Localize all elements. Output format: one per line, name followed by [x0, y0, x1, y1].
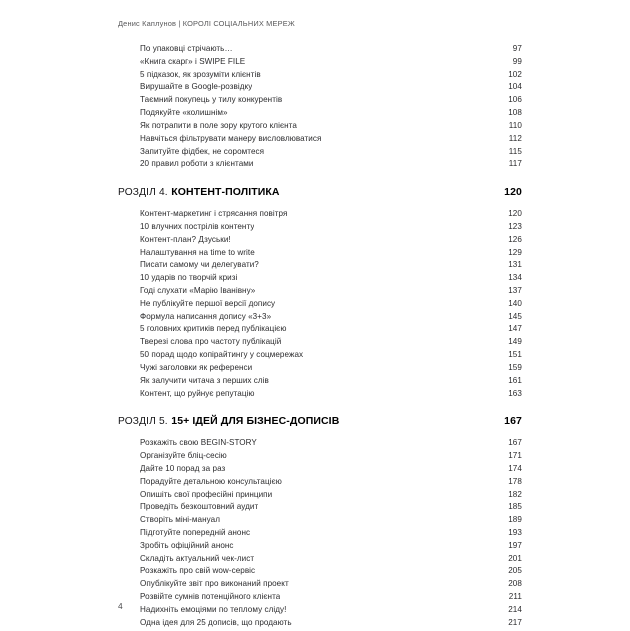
toc-entry[interactable] — [118, 222, 522, 235]
toc-entry-page-number: 106 — [508, 95, 522, 105]
toc-entry-page-number: 145 — [508, 311, 522, 321]
toc-entry[interactable] — [118, 235, 522, 248]
toc-entry[interactable] — [118, 389, 522, 402]
toc-entry[interactable] — [118, 95, 522, 108]
toc-entry-title: Як потрапити в поле зору крутого клієнта — [140, 120, 297, 130]
page-folio: 4 — [118, 601, 123, 611]
toc-entry-title: Розвійте сумнів потенційного клієнта — [140, 592, 281, 602]
toc-entry-title: Розкажіть про свій wow-сервіс — [140, 566, 256, 576]
toc-entry[interactable] — [118, 350, 522, 363]
toc-section-title: 15+ ІДЕЙ ДЛЯ БІЗНЕС-ДОПИСІВ — [171, 415, 340, 428]
toc-entry-page-number: 208 — [508, 579, 522, 589]
toc-entry-page-number: 151 — [508, 350, 522, 360]
toc-entry[interactable] — [118, 286, 522, 299]
toc-entry-title: Надихніть емоціями по теплому сліду! — [140, 604, 287, 614]
toc-entry-page-number: 99 — [512, 56, 522, 66]
toc-entry[interactable] — [118, 260, 522, 273]
toc-entry-page-number: 171 — [508, 451, 522, 461]
toc-entry-title: Порадуйте детальною консультацією — [140, 476, 282, 486]
toc-entry-page-number: 214 — [508, 604, 522, 614]
toc-entry-title: Опублікуйте звіт про виконаний проект — [140, 579, 289, 589]
toc-entry[interactable] — [118, 108, 522, 121]
toc-entry[interactable] — [118, 57, 522, 70]
toc-entry-title: Чужі заголовки як референси — [140, 362, 253, 372]
toc-entry[interactable] — [118, 554, 522, 567]
toc-entry-title: Зробіть офіційний анонс — [140, 540, 234, 550]
toc-entry-title: 20 правил роботи з клієнтами — [140, 159, 254, 169]
toc-entry-page-number: 117 — [508, 159, 522, 169]
toc-entry[interactable] — [118, 70, 522, 83]
toc-entry[interactable] — [118, 82, 522, 95]
toc-entry-page-number: 211 — [508, 592, 522, 602]
toc-entry-title: Розкажіть свою BEGIN-STORY — [140, 438, 257, 448]
toc-entry[interactable] — [118, 44, 522, 57]
toc-entry-title: Організуйте бліц-сесію — [140, 451, 227, 461]
toc-entry-title: Таємний покупець у тилу конкурентів — [140, 95, 283, 105]
toc-entry-page-number: 167 — [508, 438, 522, 448]
toc-entry-page-number: 174 — [508, 463, 522, 473]
toc-entry-page-number: 120 — [508, 209, 522, 219]
toc-entry[interactable] — [118, 605, 522, 618]
toc-section-header[interactable] — [118, 186, 522, 206]
toc-entry[interactable] — [118, 579, 522, 592]
toc-entry[interactable] — [118, 528, 522, 541]
toc-entry[interactable] — [118, 134, 522, 147]
toc-entry-page-number: 110 — [508, 120, 522, 130]
toc-entry-title: 10 ударів по творчій кризі — [140, 273, 238, 283]
toc-entry-title: Складіть актуальний чек-лист — [140, 553, 255, 563]
toc-entry[interactable] — [118, 248, 522, 261]
toc-entry[interactable] — [118, 515, 522, 528]
toc-entry-title: Формула написання допису «3+3» — [140, 311, 272, 321]
toc-entry-title: Опишіть свої професійні принципи — [140, 489, 273, 499]
toc-entry-title: «Книга скарг» і SWIPE FILE — [140, 56, 246, 66]
toc-entry-page-number: 131 — [508, 260, 522, 270]
toc-entry-title: Налаштування на time to write — [140, 247, 255, 257]
toc-entry-page-number: 185 — [508, 502, 522, 512]
toc-entry[interactable] — [118, 121, 522, 134]
toc-entry-title: Створіть міні-мануал — [140, 515, 220, 525]
toc-section-label: РОЗДІЛ 5. — [118, 416, 168, 428]
toc-entry-page-number: 163 — [508, 388, 522, 398]
toc-entry-page-number: 123 — [508, 221, 522, 231]
toc-entry[interactable] — [118, 209, 522, 222]
toc-entry-page-number: 147 — [508, 324, 522, 334]
toc-entry-title: Одна ідея для 25 дописів, що продають — [140, 617, 292, 627]
toc-entry-page-number: 112 — [508, 133, 522, 143]
toc-entry[interactable] — [118, 337, 522, 350]
toc-entry-page-number: 159 — [508, 362, 522, 372]
toc-entry-title: Дайте 10 порад за раз — [140, 463, 226, 473]
toc-entry-title: Тверезі слова про частоту публікацій — [140, 337, 282, 347]
running-head: Денис Каплунов | КОРОЛІ СОЦІАЛЬНИХ МЕРЕЖ — [118, 19, 295, 28]
toc-entry-title: Навчіться фільтрувати манеру висловлюватися — [140, 133, 322, 143]
toc-entry-page-number: 129 — [508, 247, 522, 257]
toc-entry[interactable] — [118, 502, 522, 515]
table-of-contents — [118, 44, 522, 631]
toc-entry[interactable] — [118, 477, 522, 490]
toc-entry-title: Писати самому чи делегувати? — [140, 260, 259, 270]
toc-entry-page-number: 149 — [508, 337, 522, 347]
toc-entry[interactable] — [118, 451, 522, 464]
toc-section-page-number: 167 — [504, 415, 522, 428]
toc-entry-page-number: 205 — [508, 566, 522, 576]
toc-entry-title: Вирушайте в Google-розвідку — [140, 82, 253, 92]
toc-entry[interactable] — [118, 438, 522, 451]
toc-entry[interactable] — [118, 541, 522, 554]
toc-entry-title: 50 порад щодо копірайтингу у соцмережах — [140, 350, 304, 360]
toc-section-page-number: 120 — [504, 186, 522, 199]
toc-entry-title: Підготуйте попередній анонс — [140, 528, 251, 537]
toc-entry[interactable] — [118, 324, 522, 337]
toc-entry-page-number: 189 — [508, 515, 522, 525]
toc-entry[interactable] — [118, 618, 522, 631]
toc-entry-page-number: 201 — [508, 553, 522, 563]
toc-entry-page-number: 193 — [508, 528, 522, 537]
toc-entry[interactable] — [118, 159, 522, 172]
toc-entry[interactable] — [118, 464, 522, 477]
toc-section-label: РОЗДІЛ 4. — [118, 187, 168, 199]
toc-entry-title: 10 влучних пострілів контенту — [140, 221, 255, 231]
toc-entry-page-number: 182 — [508, 489, 522, 499]
toc-entry-title: Подякуйте «колишнім» — [140, 108, 228, 118]
toc-entry-title: Годі слухати «Марію Іванівну» — [140, 286, 256, 295]
toc-entry[interactable] — [118, 273, 522, 286]
toc-entry-page-number: 97 — [512, 44, 522, 53]
toc-entry-page-number: 140 — [508, 298, 522, 308]
toc-entry-page-number: 178 — [508, 476, 522, 486]
toc-entry[interactable] — [118, 147, 522, 160]
toc-entry-title: По упаковці стрічають… — [140, 44, 233, 53]
toc-entry-title: Як залучити читача з перших слів — [140, 375, 269, 385]
toc-entry-page-number: 126 — [508, 234, 522, 244]
toc-entry-page-number: 197 — [508, 540, 522, 550]
toc-entry-page-number: 104 — [508, 82, 522, 92]
toc-entry-page-number: 161 — [508, 375, 522, 385]
toc-section-title: КОНТЕНТ-ПОЛІТИКА — [171, 186, 280, 199]
toc-entry-page-number: 217 — [508, 617, 522, 627]
toc-entry[interactable] — [118, 566, 522, 579]
toc-entry-title: Контент-план? Дзуськи! — [140, 234, 231, 244]
toc-entry-title: Контент, що руйнує репутацію — [140, 388, 255, 398]
toc-entry[interactable] — [118, 299, 522, 312]
toc-section-header[interactable] — [118, 415, 522, 435]
toc-entry[interactable] — [118, 312, 522, 325]
toc-entry-page-number: 134 — [508, 273, 522, 283]
toc-entry-title: Запитуйте фідбек, не соромтеся — [140, 146, 265, 156]
toc-entry[interactable] — [118, 363, 522, 376]
toc-entry-title: 5 підказок, як зрозуміти клієнтів — [140, 69, 261, 79]
toc-entry[interactable] — [118, 490, 522, 503]
toc-entry-title: Контент-маркетинг і стрясання повітря — [140, 209, 288, 219]
toc-entry-title: Проведіть безкоштовний аудит — [140, 502, 259, 512]
toc-entry-page-number: 102 — [508, 69, 522, 79]
toc-entry-page-number: 137 — [508, 286, 522, 295]
toc-entry-title: Не публікуйте першої версії допису — [140, 298, 276, 308]
toc-entry-page-number: 108 — [508, 108, 522, 118]
toc-entry-title: 5 головних критиків перед публікацією — [140, 324, 287, 334]
toc-entry-page-number: 115 — [508, 146, 522, 156]
toc-entry[interactable] — [118, 376, 522, 389]
toc-entry[interactable] — [118, 592, 522, 605]
